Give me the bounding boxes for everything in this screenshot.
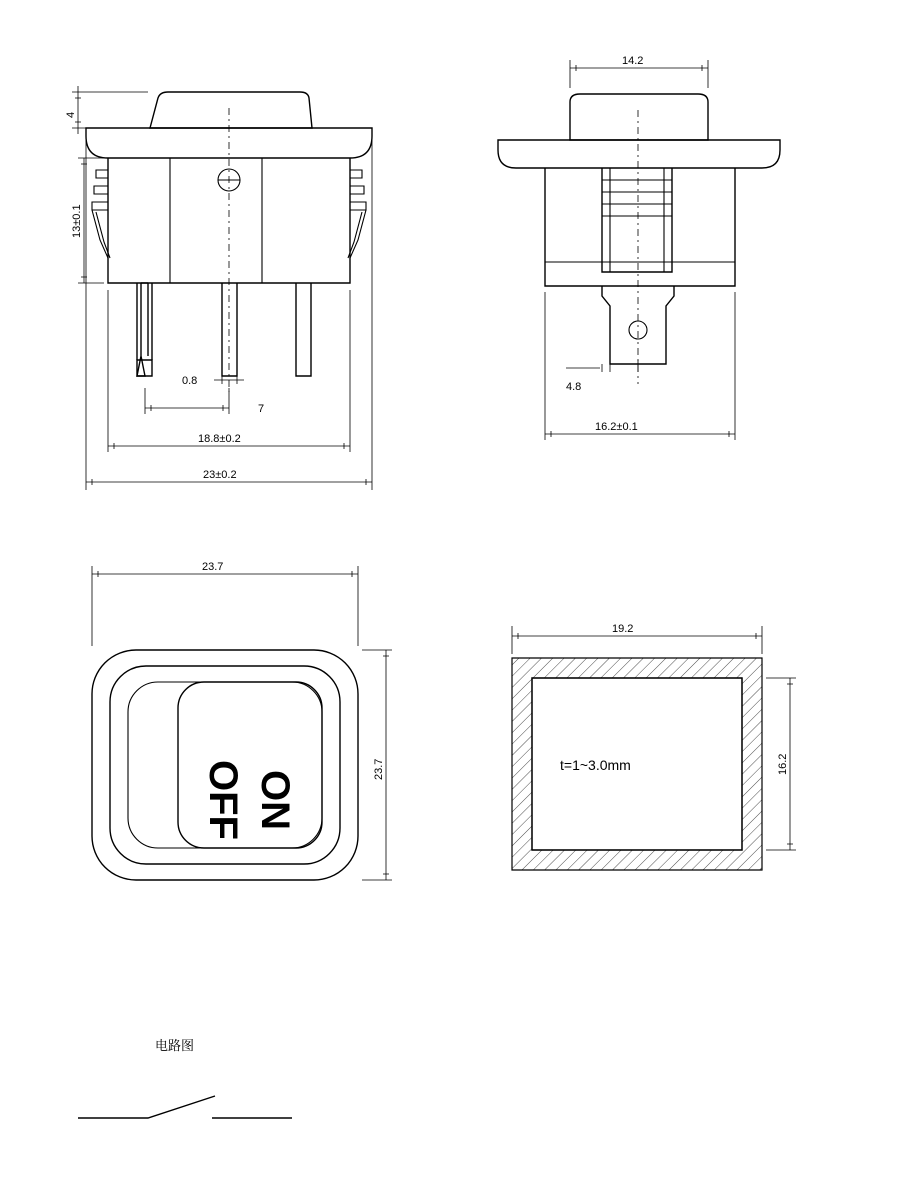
dim-7-label: 7 — [258, 403, 265, 415]
dim-23-label: 23±0.2 — [203, 469, 237, 481]
dim-16-2-cut — [766, 678, 796, 850]
dim-4-8 — [566, 360, 638, 393]
dim-13 — [71, 158, 104, 283]
front-view — [65, 86, 372, 490]
dim-0-8-label: 0.8 — [182, 375, 198, 387]
dim-16-2 — [545, 292, 735, 440]
side-view — [498, 55, 780, 440]
dim-23-7-width — [92, 561, 358, 646]
dim-14-2 — [570, 55, 708, 88]
dim-14-2-label: 14.2 — [622, 55, 644, 67]
button-label-on: ON — [253, 770, 297, 830]
dim-4-8-label: 4.8 — [566, 381, 582, 393]
dim-0-8 — [182, 375, 244, 387]
circuit-diagram-title: 电路图 — [155, 1038, 195, 1053]
top-view — [92, 561, 392, 880]
dim-4 — [65, 86, 148, 134]
dim-23-7-width-label: 23.7 — [202, 561, 224, 573]
dim-16-2-cut-label: 16.2 — [777, 753, 789, 775]
dim-13-label: 13±0.1 — [71, 204, 83, 238]
dim-18-8-label: 18.8±0.2 — [198, 433, 241, 445]
dim-19-2 — [512, 623, 762, 654]
dim-4-label: 4 — [65, 111, 77, 118]
dim-16-2-label: 16.2±0.1 — [595, 421, 638, 433]
dim-7 — [145, 388, 264, 415]
circuit-diagram — [78, 1038, 292, 1118]
panel-thickness-note: t=1~3.0mm — [560, 757, 631, 773]
dim-23-7-height-label: 23.7 — [373, 758, 385, 780]
dim-19-2-label: 19.2 — [612, 623, 634, 635]
panel-cutout-view — [512, 623, 796, 870]
button-label-off: OFF — [201, 760, 245, 840]
dim-23-7-height — [362, 650, 392, 880]
